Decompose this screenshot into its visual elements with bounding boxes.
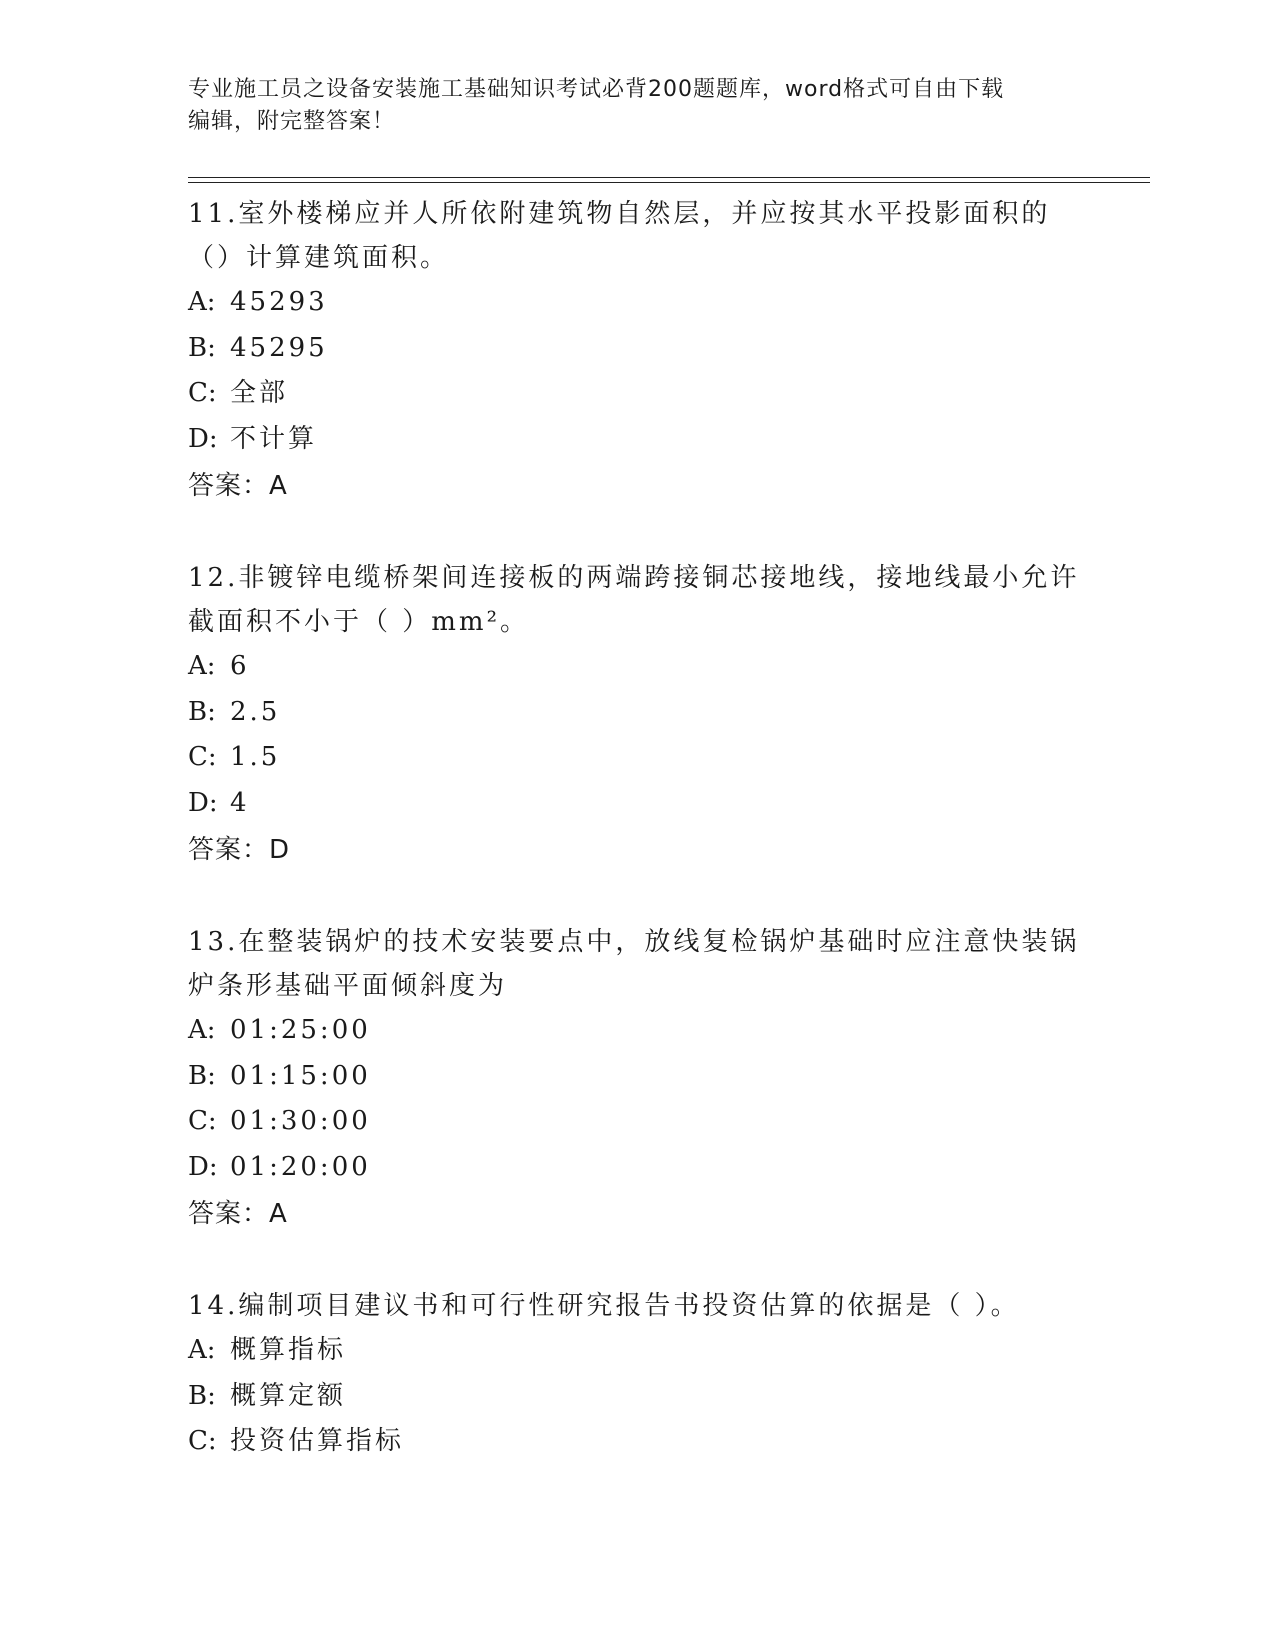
option-text: 概算定额 <box>230 1380 347 1411</box>
question-12 <box>188 552 1088 874</box>
question-text: 14.编制项目建议书和可行性研究报告书投资估算的依据是（ ）。 <box>188 1291 1020 1321</box>
option-text: 01:20:00 <box>230 1151 371 1182</box>
question-text: 12.非镀锌电缆桥架间连接板的两端跨接铜芯接地线，接地线最小允许截面积不小于（ ）mm²。 <box>188 563 1080 637</box>
option-d <box>188 417 1088 463</box>
option-a <box>188 280 1088 326</box>
question-14 <box>188 1280 1088 1465</box>
question-spacer <box>188 1238 1088 1280</box>
header-divider-bottom <box>188 182 1150 183</box>
question-spacer <box>188 874 1088 916</box>
option-text: 1.5 <box>230 742 281 772</box>
option-a <box>188 1328 1088 1374</box>
option-b <box>188 690 1088 736</box>
option-letter: B: <box>188 1380 216 1411</box>
option-b <box>188 326 1088 372</box>
option-text: 2.5 <box>230 696 281 727</box>
option-letter: C: <box>188 378 217 408</box>
option-letter: A: <box>188 1335 216 1365</box>
answer-line: 答案：A <box>188 1199 288 1229</box>
option-letter: A: <box>188 651 216 681</box>
option-letter: A: <box>188 287 216 317</box>
question-list <box>188 188 1088 1465</box>
option-d <box>188 781 1088 827</box>
option-text: 45293 <box>230 287 328 317</box>
option-letter: D: <box>188 1151 218 1182</box>
option-a <box>188 644 1088 690</box>
header-divider-top <box>188 177 1150 178</box>
option-text: 01:30:00 <box>230 1106 371 1136</box>
option-b <box>188 1374 1088 1420</box>
answer-line: 答案：D <box>188 835 291 865</box>
option-c <box>188 735 1088 781</box>
option-a <box>188 1008 1088 1054</box>
option-letter: B: <box>188 332 216 363</box>
question-text: 11.室外楼梯应并人所依附建筑物自然层，并应按其水平投影面积的（）计算建筑面积。 <box>188 199 1051 273</box>
option-c <box>188 1099 1088 1145</box>
option-text: 01:15:00 <box>230 1060 371 1091</box>
option-letter: C: <box>188 1106 217 1136</box>
option-c <box>188 371 1088 417</box>
option-letter: C: <box>188 1426 217 1456</box>
option-letter: B: <box>188 1060 216 1091</box>
document-header <box>188 74 1088 138</box>
header-line-2: 编辑，附完整答案！ <box>188 109 396 134</box>
option-text: 不计算 <box>230 423 318 454</box>
question-text: 13.在整装锅炉的技术安装要点中，放线复检锅炉基础时应注意快装锅炉条形基础平面倾斜度为 <box>188 927 1080 1001</box>
option-text: 01:25:00 <box>230 1015 371 1045</box>
option-letter: D: <box>188 787 218 818</box>
option-text: 4 <box>230 787 250 818</box>
header-line-1: 专业施工员之设备安装施工基础知识考试必背200题题库，word格式可自由下载 <box>188 77 1005 102</box>
option-text: 6 <box>230 651 250 681</box>
option-b <box>188 1054 1088 1100</box>
option-text: 全部 <box>230 378 289 408</box>
question-spacer <box>188 510 1088 552</box>
option-letter: C: <box>188 742 217 772</box>
option-d <box>188 1145 1088 1191</box>
option-text: 45295 <box>230 332 328 363</box>
option-letter: A: <box>188 1015 216 1045</box>
option-letter: D: <box>188 423 218 454</box>
option-letter: B: <box>188 696 216 727</box>
question-13 <box>188 916 1088 1238</box>
option-text: 投资估算指标 <box>230 1426 405 1456</box>
option-text: 概算指标 <box>230 1335 347 1365</box>
question-11 <box>188 188 1088 510</box>
answer-line: 答案：A <box>188 471 288 501</box>
option-c <box>188 1419 1088 1465</box>
